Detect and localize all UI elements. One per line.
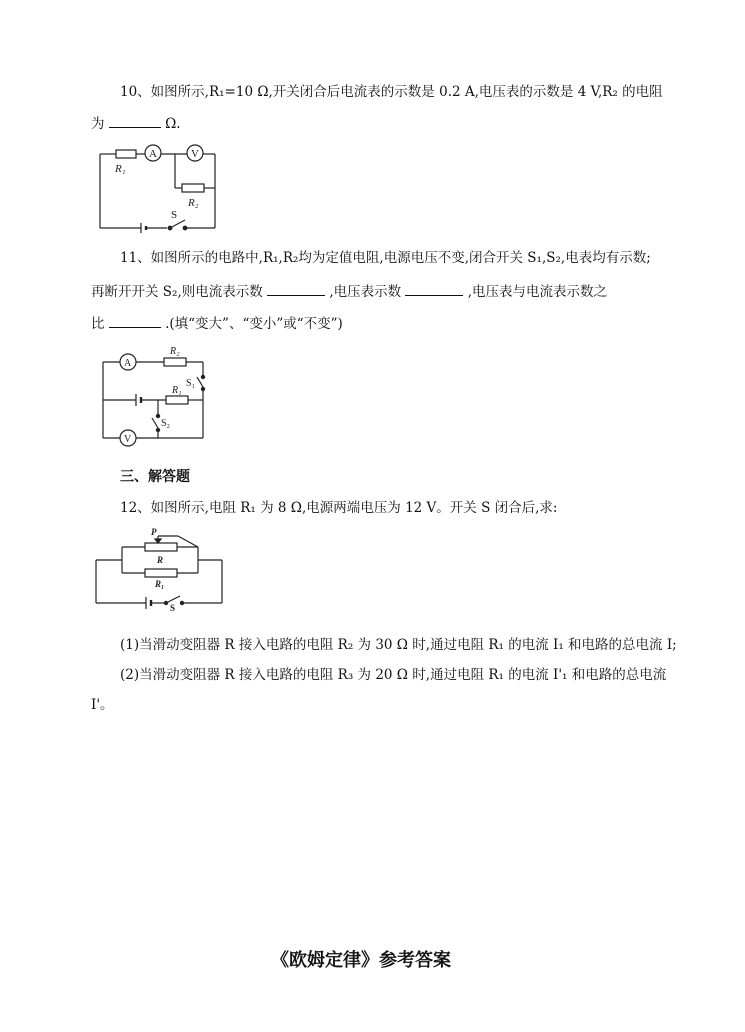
q11-resistor-r2 (164, 358, 186, 366)
q10-voltmeter-label: V (191, 148, 199, 160)
q10-r1-label: R₁ (115, 163, 126, 175)
q12-sub1: (1)当滑动变阻器 R 接入电路的电阻 R₂ 为 30 Ω 时,通过电阻 R₁ 的电流 I₁ 和电路的总电流 I; (120, 637, 677, 653)
q11-circuit-diagram (100, 342, 212, 445)
q12-sub2-line2: I'。 (91, 697, 114, 713)
q12-sub2-line1: (2)当滑动变阻器 R 接入电路的电阻 R₃ 为 20 Ω 时,通过电阻 R₁ 的电流 I'₁ 和电路的总电流 (120, 667, 667, 683)
answer-key-title: 《欧姆定律》参考答案 (271, 950, 451, 971)
q10-switch-label: S (171, 209, 178, 221)
q12-line1: 12、如图所示,电阻 R₁ 为 8 Ω,电源两端电压为 12 V。开关 S 闭合后,求: (120, 500, 558, 516)
q10-line2 (91, 113, 181, 134)
q10-line2-pre: 为 (91, 116, 105, 132)
q11-line1: 11、如图所示的电路中,R₁,R₂均为定值电阻,电源电压不变,闭合开关 S₁,S₂,电表均有示数; (120, 250, 651, 266)
q11-ammeter-label: A (124, 358, 132, 369)
q12-s-label: S (170, 603, 176, 613)
q11-s1-pivot (201, 387, 204, 390)
q11-line3 (91, 313, 343, 334)
q12-slider-link (178, 536, 198, 547)
q12-resistor-r1 (145, 569, 177, 577)
q10-switch-contact (183, 226, 187, 230)
q11-line2 (91, 281, 607, 302)
q12-switch-blade (166, 596, 180, 603)
q11-line3-a: 比 (91, 316, 105, 332)
q12-r-label: R (157, 555, 164, 565)
q12-rheostat-r (145, 543, 177, 551)
q10-resistor-r1 (116, 150, 136, 158)
q11-resistor-r1 (166, 396, 188, 404)
q12-p-label: P (151, 527, 157, 537)
q11-line2-b: ,电压表示数 (329, 284, 402, 300)
q11-line2-c: ,电压表与电流表示数之 (467, 284, 608, 300)
q11-s1-label: S₁ (186, 378, 196, 389)
q10-line2-post: Ω. (165, 116, 181, 132)
q11-ratio-blank[interactable] (109, 313, 161, 328)
q10-resistor-r2 (182, 184, 204, 192)
q11-s2-contact (156, 414, 159, 417)
q11-line3-b: .(填“变大”、“变小”或“不变”) (165, 316, 343, 332)
q11-line2-a: 再断开开关 S₂,则电流表示数 (91, 284, 263, 300)
q11-ammeter-blank[interactable] (267, 281, 325, 296)
q10-circuit-diagram (95, 140, 225, 232)
q11-s1-contact-top (201, 375, 204, 378)
q11-s2-pivot (156, 428, 159, 431)
q10-switch-blade (170, 220, 185, 228)
q11-s2-label: S₂ (161, 418, 171, 429)
q10-line1: 10、如图所示,R₁=10 Ω,开关闭合后电流表的示数是 0.2 A,电压表的示数是 4 V,R₂ 的电阻 (120, 84, 663, 100)
q10-ammeter-label: A (149, 148, 157, 160)
q11-s2-blade (152, 418, 158, 428)
q12-circuit-diagram (92, 527, 227, 613)
q11-voltmeter-label: V (124, 434, 132, 445)
q11-voltmeter-blank[interactable] (405, 281, 463, 296)
q11-r1-label: R₁ (172, 385, 182, 396)
q11-r2-label: R₂ (170, 346, 180, 357)
q12-r1-label: R₁ (155, 579, 165, 589)
q10-r2-label: R₂ (188, 197, 199, 209)
q12-switch-contact (180, 601, 183, 604)
section-heading: 三、解答题 (120, 469, 190, 485)
q10-answer-blank[interactable] (109, 113, 161, 128)
